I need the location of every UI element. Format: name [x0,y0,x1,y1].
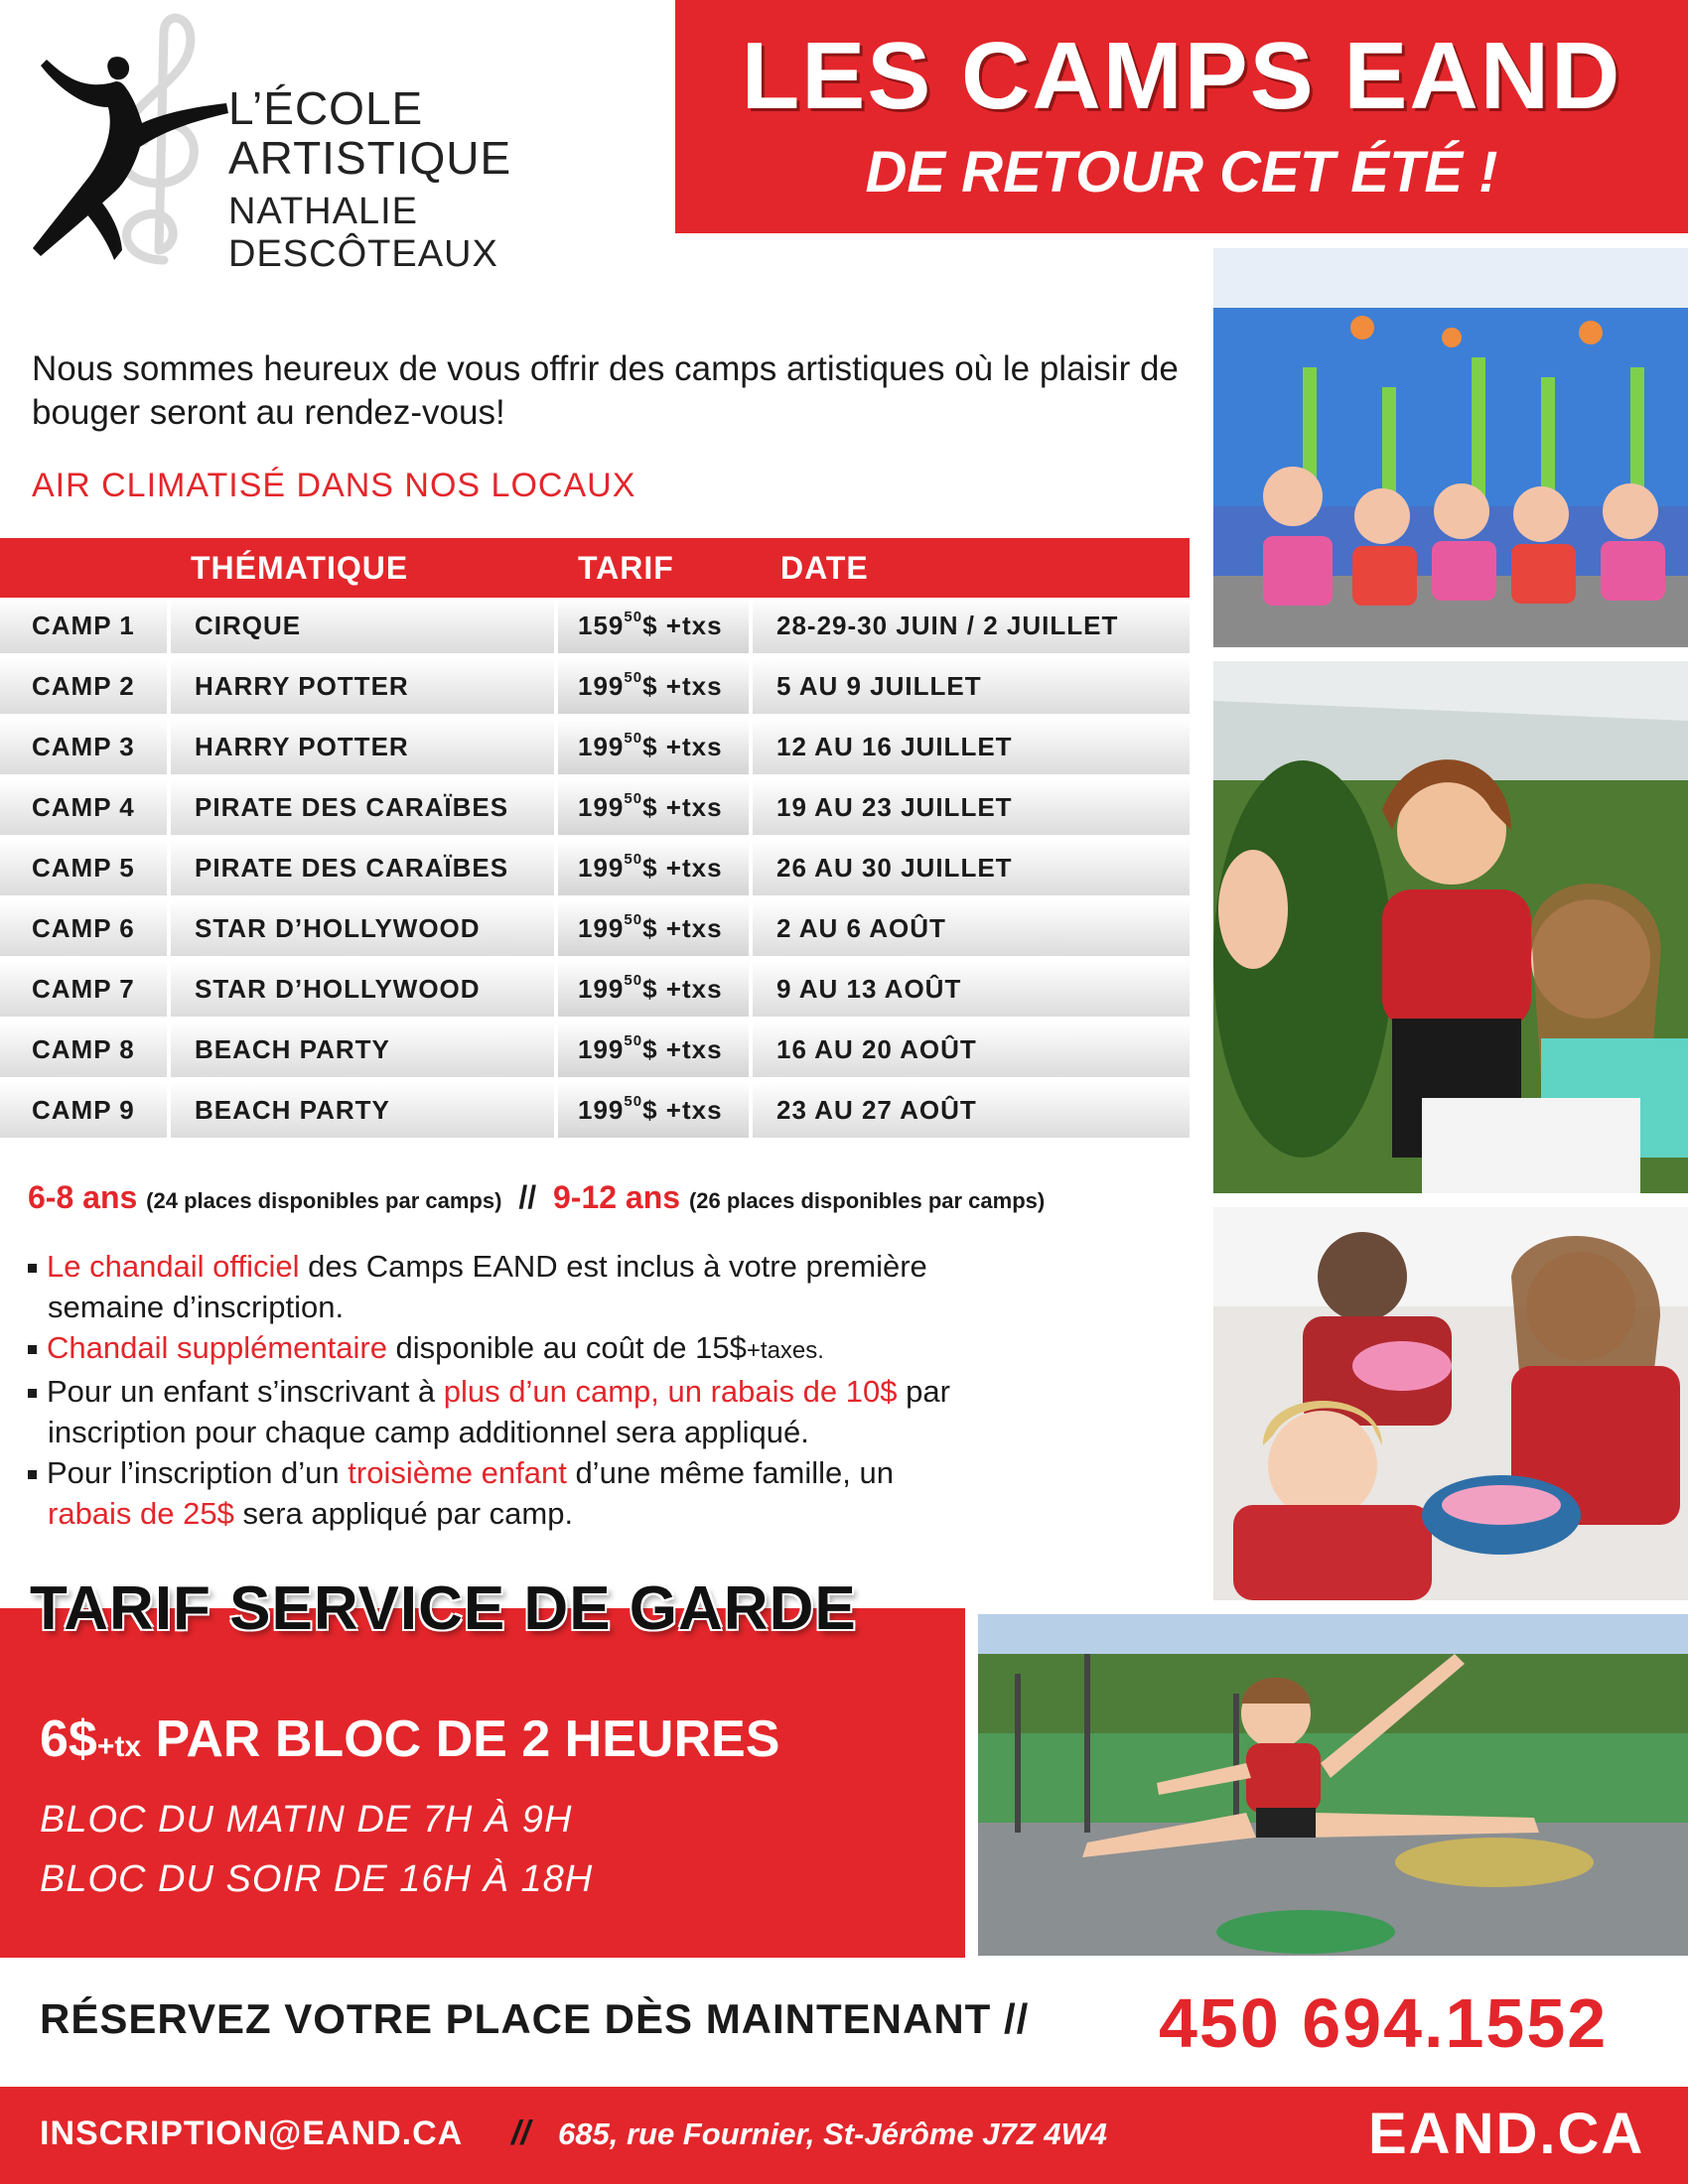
cell-camp: CAMP 9 [0,1082,167,1138]
bullet-2-highlight: Chandail supplémentaire [47,1330,387,1365]
intro-paragraph: Nous sommes heureux de vous offrir des camps artistiques où le plaisir de bouger seront au rendez-vous! [32,349,1179,432]
photo-face-painting [1213,661,1688,1193]
cell-theme: CIRQUE [171,598,554,653]
cell-theme: HARRY POTTER [171,658,554,714]
bullet-1-highlight: Le chandail officiel [47,1249,300,1284]
price-cents: 50 [624,790,643,807]
price-suffix: $ +txs [642,853,723,883]
cell-theme: STAR D’HOLLYWOOD [171,900,554,956]
bullet-4 [28,1452,1190,1493]
camp-schedule-table [0,538,1190,1143]
cell-camp: CAMP 5 [0,840,167,895]
reserve-call-to-action: RÉSERVEZ VOTRE PLACE DÈS MAINTENANT // [40,1995,1030,2042]
cell-price [558,961,749,1017]
header-price: TARIF [578,550,674,586]
price-suffix: $ +txs [642,792,723,822]
cell-date: 19 AU 23 JUILLET [753,779,1190,835]
cell-date: 2 AU 6 AOÛT [753,900,1190,956]
cell-camp: CAMP 1 [0,598,167,653]
air-conditioning-note: AIR CLIMATISÉ DANS NOS LOCAUX [32,467,636,504]
price-main: 199 [578,1095,625,1125]
cell-theme: BEACH PARTY [171,1082,554,1138]
cell-price [558,658,749,714]
footer-email-link[interactable]: INSCRIPTION@EAND.CA [40,2115,464,2152]
cell-camp: CAMP 8 [0,1022,167,1077]
bullet-4-highlight-2: rabais de 25$ [48,1496,234,1531]
daycare-price-amount: 6$ [40,1710,97,1768]
footer-separator: // [511,2115,530,2152]
bullet-3-pre: Pour un enfant s’inscrivant à [47,1374,444,1409]
footer-bar [0,2087,1688,2184]
price-suffix: $ +txs [642,1034,723,1064]
price-cents: 50 [624,1032,643,1049]
cell-date: 9 AU 13 AOÛT [753,961,1190,1017]
hero-subtitle: DE RETOUR CET ÉTÉ ! [865,140,1498,205]
cell-camp: CAMP 3 [0,719,167,774]
bullet-2-tax: +taxes. [746,1337,824,1364]
price-main: 199 [578,913,625,943]
photo-kids-ocean-wall [1213,248,1688,647]
cell-price [558,719,749,774]
table-row [0,719,1190,779]
cell-camp: CAMP 4 [0,779,167,835]
cell-date: 28-29-30 JUIN / 2 JUILLET [753,598,1190,653]
bullet-1-text: des Camps EAND est inclus à votre première [299,1249,927,1284]
daycare-price-tax: +tx [96,1730,142,1763]
cell-price [558,598,749,653]
bullet-4-post: d’une même famille, un [566,1455,894,1490]
logo-line-3: NATHALIE DESCÔTEAUX [228,191,498,275]
photo-slime-activity [1213,1207,1688,1600]
table-row [0,598,1190,658]
table-row [0,779,1190,840]
table-row [0,1082,1190,1143]
cell-theme: PIRATE DES CARAÏBES [171,840,554,895]
table-row [0,658,1190,719]
bullet-4-line-2 [28,1493,1190,1534]
price-suffix: $ +txs [642,1095,723,1125]
photo-jumping-girl [978,1614,1688,1956]
header-date: DATE [780,550,869,586]
daycare-evening-block: BLOC DU SOIR DE 16H À 18H [40,1858,594,1900]
hero-banner [675,0,1688,233]
cell-date: 12 AU 16 JUILLET [753,719,1190,774]
cell-date: 23 AU 27 AOÛT [753,1082,1190,1138]
cell-theme: PIRATE DES CARAÏBES [171,779,554,835]
cell-camp: CAMP 2 [0,658,167,714]
price-cents: 50 [624,609,643,625]
price-main: 199 [578,853,625,883]
hero-title: LES CAMPS EAND [741,23,1622,129]
bullet-4-post-2: sera appliqué par camp. [233,1496,574,1531]
price-main: 199 [578,974,625,1004]
cell-date: 16 AU 20 AOÛT [753,1022,1190,1077]
bullet-4-highlight: troisième enfant [348,1455,567,1490]
bullet-3-highlight: plus d’un camp, un rabais de 10$ [443,1374,898,1409]
price-main: 199 [578,792,625,822]
phone-number[interactable]: 450 694.1552 [1159,1984,1609,2062]
price-suffix: $ +txs [642,611,723,640]
price-cents: 50 [624,1093,643,1110]
footer-website-link[interactable]: EAND.CA [1368,2102,1645,2166]
price-cents: 50 [624,669,643,686]
bullet-1 [28,1246,1190,1287]
bullet-2 [28,1327,1190,1371]
price-cents: 50 [624,730,643,747]
dancer-logo-icon [25,52,233,275]
age-groups [28,1179,1045,1216]
price-main: 159 [578,611,625,640]
info-bullets [28,1246,1190,1534]
cell-theme: STAR D’HOLLYWOOD [171,961,554,1017]
price-main: 199 [578,1034,625,1064]
price-suffix: $ +txs [642,671,723,701]
bullet-3 [28,1371,1190,1412]
price-cents: 50 [624,851,643,868]
school-logo [25,12,670,275]
cell-date: 5 AU 9 JUILLET [753,658,1190,714]
daycare-price [40,1709,779,1769]
daycare-morning-block: BLOC DU MATIN DE 7H À 9H [40,1799,573,1841]
table-row [0,961,1190,1022]
age-group-1: 6-8 ans [28,1179,138,1215]
table-row [0,900,1190,961]
price-suffix: $ +txs [642,974,723,1004]
daycare-price-text: PAR BLOC DE 2 HEURES [141,1710,780,1768]
footer-address: 685, rue Fournier, St-Jérôme J7Z 4W4 [558,2116,1108,2151]
price-cents: 50 [624,972,643,989]
header-theme: THÉMATIQUE [191,550,409,586]
bullet-3-post: par [897,1374,950,1409]
table-row [0,840,1190,900]
age-group-2-note: (26 places disponibles par camps) [688,1188,1046,1213]
price-suffix: $ +txs [642,913,723,943]
bullet-1-line-2: semaine d’inscription. [48,1290,345,1324]
price-main: 199 [578,732,625,761]
age-group-1-note: (24 places disponibles par camps) [146,1188,502,1213]
cell-date: 26 AU 30 JUILLET [753,840,1190,895]
cell-price [558,779,749,835]
cell-camp: CAMP 7 [0,961,167,1017]
cell-theme: BEACH PARTY [171,1022,554,1077]
table-body [0,598,1190,1143]
daycare-box [0,1608,965,1958]
logo-line-2: ARTISTIQUE [228,132,512,184]
cell-price [558,1082,749,1138]
cell-price [558,900,749,956]
table-header [0,538,1190,598]
cell-theme: HARRY POTTER [171,719,554,774]
bullet-2-text: disponible au coût de 15$ [386,1330,747,1365]
age-separator: // [518,1179,537,1215]
price-main: 199 [578,671,625,701]
table-row [0,1022,1190,1082]
age-group-2: 9-12 ans [552,1179,681,1215]
bullet-4-pre: Pour l’inscription d’un [47,1455,349,1490]
daycare-title: TARIF SERVICE DE GARDE [30,1574,857,1643]
cell-price [558,840,749,895]
cell-price [558,1022,749,1077]
logo-line-1: L’ÉCOLE [228,82,424,134]
price-cents: 50 [624,911,643,928]
cell-camp: CAMP 6 [0,900,167,956]
bullet-3-line-2: inscription pour chaque camp additionnel sera appliqué. [48,1415,809,1449]
price-suffix: $ +txs [642,732,723,761]
